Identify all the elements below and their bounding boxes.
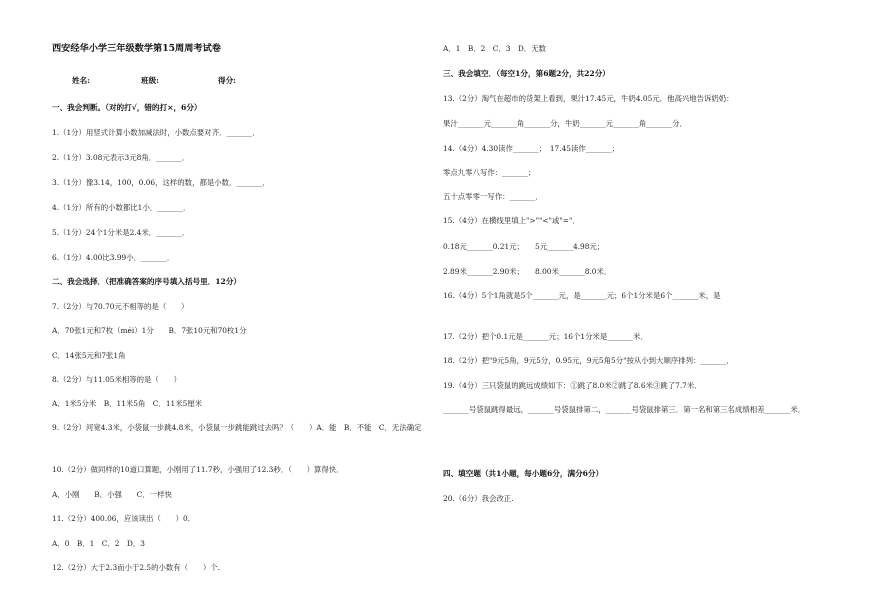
class-label: 班级: <box>141 76 159 85</box>
question-14: 14.（4分）4.30读作_______； 17.45读作_______； <box>443 144 620 153</box>
section-4-heading: 四、填空题（共1小题，每小题6分，满分6分） <box>443 469 604 478</box>
question-15: 15.（4分）在横线里填上">""<"或"="． <box>443 216 580 225</box>
question-14-part-3: 五十点零零一写作：_______． <box>443 192 543 201</box>
page-title: 西安经华小学三年级数学第15周周考试卷 <box>52 43 221 54</box>
question-12: 12.（2分）大于2.3而小于2.5的小数有（ ）个. <box>52 563 220 572</box>
score-label: 得分: <box>218 76 236 85</box>
question-16: 16.（4分）5个1角就是5个_______元，是_______元；6个1分米是6个_______米，是 <box>443 291 721 300</box>
question-5: 5.（1分）24个1分米是2.4米．_______． <box>52 228 190 237</box>
name-label: 姓名: <box>72 76 90 85</box>
question-8: 8.（2分）与11.05米相等的是（ ） <box>52 375 181 384</box>
question-15-row-1: 0.18元_______0.21元； 5元_______4.98元； <box>443 242 605 251</box>
question-20: 20.（6分）我会改正. <box>443 494 514 503</box>
question-10-options: A．小刚 B．小强 C．一样快 <box>52 490 172 499</box>
question-17: 17.（2分）把个0.1元是_______元；16个1分米是_______米． <box>443 332 648 341</box>
question-7: 7.（2分）与70.70元不相等的是（ ） <box>52 302 189 311</box>
question-10: 10.（2分）做同样的10道口算题，小刚用了11.7秒，小强用了12.3秒．（ ）算得快． <box>52 465 344 474</box>
question-8-options: A．1米5分米 B．11米5角 C．11米5厘米 <box>52 399 203 408</box>
question-19: 19.（4分）三只袋鼠的跳远成绩如下：①跳了8.0米②跳了8.6米③跳了7.7米． <box>443 381 702 390</box>
question-13: 13.（2分）淘气在超市的货架上看到，果汁17.45元，牛奶4.05元．他高兴地告诉奶奶： <box>443 94 734 103</box>
question-4: 4.（1分）所有的小数都比1小．_______． <box>52 203 191 212</box>
question-18: 18.（2分）把"9元5角，9元5分，0.95元，9元5角5分"按从小到大顺序排列：_______． <box>443 356 734 365</box>
question-7-option-c: C．14张5元和7张1角 <box>52 351 126 360</box>
question-7-options-ab: A．70张1元和7枚（méi）1分 B．7张10元和70枚1分 <box>52 326 247 335</box>
question-6: 6.（1分）4.00比3.99小．_______． <box>52 253 175 262</box>
question-13-blanks: 果汁_______元_______角_______分，牛奶_______元_______角_______分． <box>443 119 687 128</box>
question-15-row-2: 2.89米_______2.90米； 8.00米_______8.0米． <box>443 267 612 276</box>
question-12-options: A．1 B．2 C．3 D．无数 <box>443 44 546 53</box>
question-2: 2.（1分）3.08元表示3元8角．_______． <box>52 153 190 162</box>
question-3: 3.（1分）像3.14，100，0.06，这样的数，都是小数．_______． <box>52 178 270 187</box>
section-3-heading: 三、我会填空．（每空1分，第6题2分，共22分） <box>443 69 610 78</box>
question-11: 11.（2分）400.06，应该读出（ ）0. <box>52 514 191 523</box>
question-9: 9.（2分）河宽4.3米，小袋鼠一步跳4.8米，小袋鼠一步跳能跳过去吗？（ ）A．能 B．不能 C．无法确定 <box>52 423 422 432</box>
section-1-heading: 一、我会判断。（对的打√，错的打×，6分） <box>52 103 202 112</box>
question-11-options: A．0 B．1 C．2 D．3 <box>52 539 145 548</box>
question-1: 1.（1分）用竖式计算小数加减法时，小数点要对齐．_______． <box>52 128 260 137</box>
question-14-part-2: 零点九零八写作：_______； <box>443 168 536 177</box>
question-19-blanks: _______号袋鼠跳得最远，_______号袋鼠排第二，_______号袋鼠排第三．第一名和第三名成绩相差_______米． <box>443 405 806 414</box>
section-2-heading: 二、我会选择．（把准确答案的序号填入括号里．12分） <box>52 277 242 286</box>
